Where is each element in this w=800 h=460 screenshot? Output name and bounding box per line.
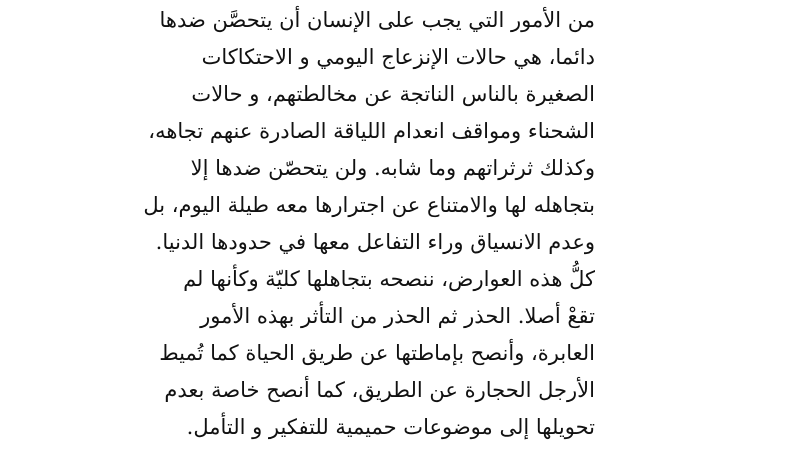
text-line: من الأمور التي يجب على الإنسان أن يتحصَّن ضدها (159, 8, 595, 32)
text-line: وكذلك ثرثراتهم وما شابه. ولن يتحصّن ضدها إلا (190, 156, 595, 180)
text-line: بتجاهله لها والامتناع عن اجترارها معه طيلة اليوم، بل (143, 193, 595, 217)
text-line: دائما، هي حالات الإنزعاج اليومي و الاحتكاكات (201, 45, 595, 69)
text-line: وعدم الانسياق وراء التفاعل معها في حدودها الدنيا. (155, 230, 595, 254)
text-line: العابرة، وأنصح بإماطتها عن طريق الحياة كما تُميط (159, 341, 595, 365)
text-line: تقعْ أصلا. الحذر ثم الحذر من التأثر بهذه الأمور (200, 304, 595, 328)
text-line: تحويلها إلى موضوعات حميمية للتفكير و التأمل. (186, 415, 595, 439)
text-line: الصغيرة بالناس الناتجة عن مخالطتهم، و حالات (191, 82, 595, 106)
text-line: الأرجل الحجارة عن الطريق، كما أنصح خاصة بعدم (164, 378, 595, 402)
text-line: كلُّ هذه العوارض، ننصحه بتجاهلها كليّة وكأنها لم (183, 267, 595, 291)
text-line: الشحناء ومواقف انعدام اللياقة الصادرة عنهم تجاهه، (148, 119, 595, 143)
arabic-paragraph (143, 0, 595, 446)
